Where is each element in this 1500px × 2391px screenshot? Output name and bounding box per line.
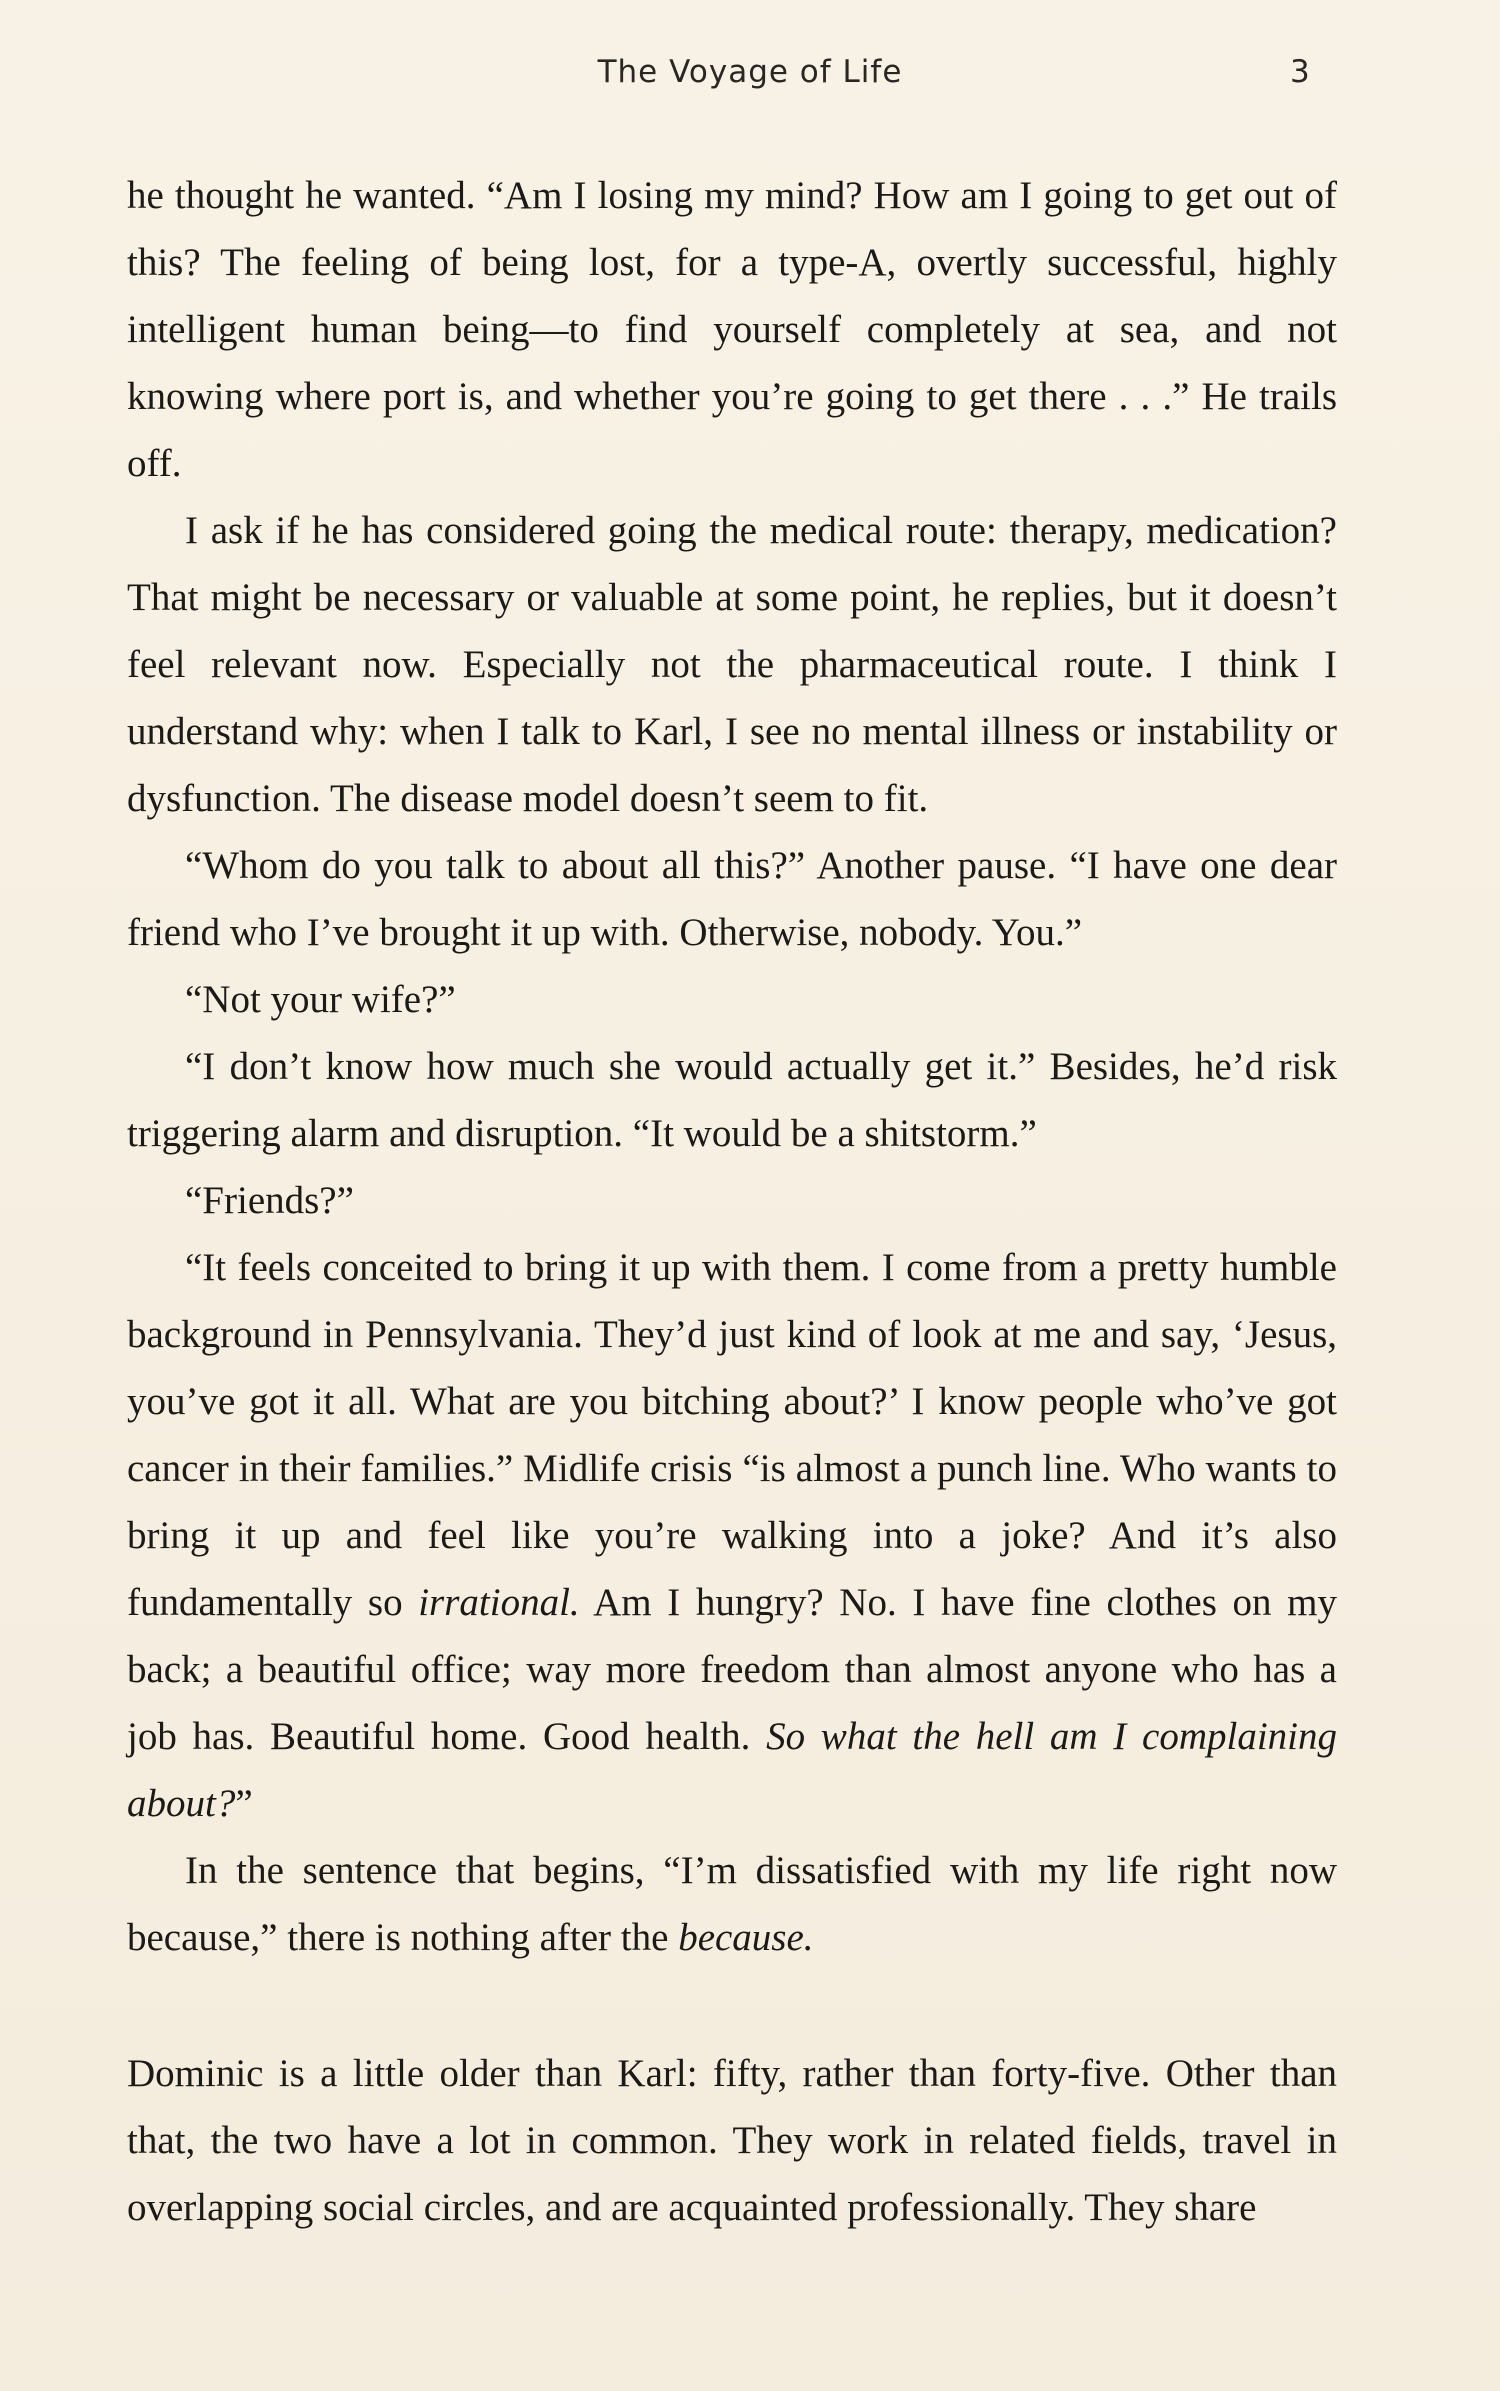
- paragraph-not-wife: “Not your wife?”: [185, 978, 456, 1021]
- paragraph-dont-know: “I don’t know how much she would actually get it.” Besides, he’d risk triggering alarm and disruption. “It would be a shitstorm.”: [127, 1045, 1337, 1155]
- text-segment: Am I hungry? No. I have fine clothes on my back; a beautiful office; way more freedom than almost anyone who has a job has. Beautiful home. Good health.: [127, 1581, 1338, 1758]
- running-title: The Voyage of Life: [597, 54, 903, 90]
- section-text-block: [127, 2040, 1337, 2241]
- paragraph-medical-route: I ask if he has considered going the medical route: therapy, medication? That might be necessary or valuable at some point, he replies, but it doesn’t feel relevant now. Especially not the pharmaceutical route. I think I understand why: when I talk to Karl, I see no mental illness or instability or dysfunction. The disease model doesn’t seem to fit.: [127, 509, 1337, 820]
- italic-because: because.: [678, 1916, 814, 1959]
- text-segment: In the sentence that begins, “I’m dissatisfied with my life right now because,” there is nothing after the: [127, 1849, 1337, 1959]
- paragraph-friends-question: “Friends?”: [185, 1179, 354, 1222]
- main-text-block: [127, 162, 1337, 1971]
- text-segment: “It feels conceited to bring it up with them. I come from a pretty humble background in Pennsylvania. They’d just kind of look at me and say, ‘Jesus, you’ve got it all. What are you bitching about?’ I know people who’ve got cancer in their families.” Midlife crisis “is almost a punch line. Who wants to bring it up and feel like you’re walking into a joke? And it’s also fundamentally so: [127, 1246, 1337, 1624]
- paragraph-whom-talk: “Whom do you talk to about all this?” Another pause. “I have one dear friend who I’ve brought it up with. Otherwise, nobody. You.”: [127, 844, 1337, 954]
- paragraph-dominic: Dominic is a little older than Karl: fifty, rather than forty-five. Other than that, the two have a lot in common. They work in related fields, travel in overlapping social circles, and are acquainted professionally. They share: [127, 2052, 1337, 2229]
- page-number: 3: [1290, 54, 1310, 90]
- italic-complaining: So what the hell am I complaining about?: [127, 1715, 1337, 1825]
- paragraph-continuation: he thought he wanted. “Am I losing my mind? How am I going to get out of this? The feeling of being lost, for a type-A, overtly successful, highly intelligent human being—to find yourself completely at sea, and not knowing where port is, and whether you’re going to get there . . .” He trails off.: [127, 174, 1337, 485]
- paragraph-nothing-after-because: [127, 1837, 1337, 1971]
- paragraph-conceited: [127, 1234, 1337, 1837]
- italic-irrational: irrational.: [418, 1581, 580, 1624]
- text-segment: ”: [235, 1782, 253, 1825]
